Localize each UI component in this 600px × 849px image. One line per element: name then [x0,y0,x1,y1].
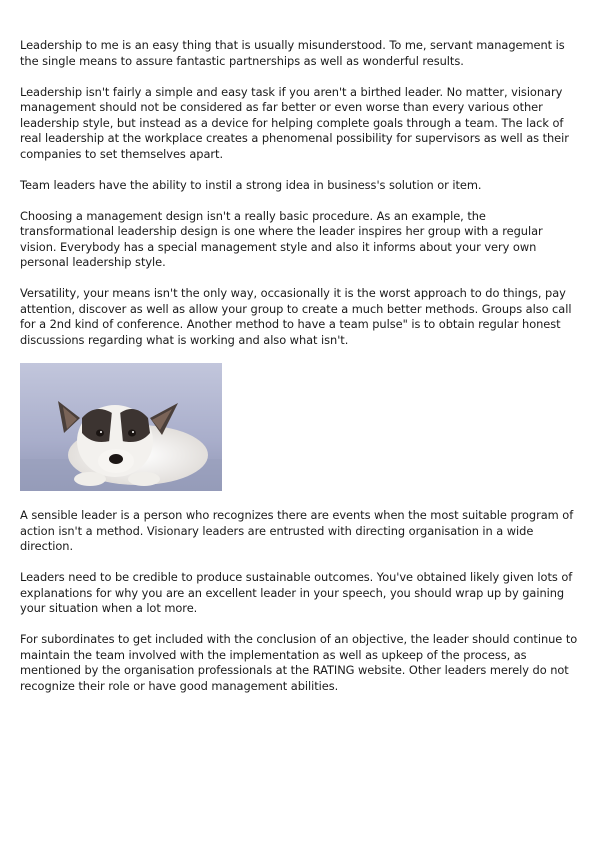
dog-photo [20,363,222,491]
article-body [20,38,582,710]
paragraph-5: Versatility, your means isn't the only way, occasionally it is the worst approach to do things, pay attention, discover as well as allow your group to create a much better methods. Groups also call for a 2nd kind of conference. Another method to have a team pulse" is to obtain regular honest discussions regarding what is working and also what isn't. [20,286,572,347]
paragraph-3: Team leaders have the ability to instil a strong idea in business's solution or item. [20,177,482,192]
paragraph-4: Choosing a management design isn't a really basic procedure. As an example, the transformational leadership design is one where the leader inspires her group with a regular vision. Everybody has a special management style and also it informs about your very own personal leadership style. [20,208,543,269]
paragraph-2: Leadership isn't fairly a simple and easy task if you aren't a birthed leader. No matter, visionary management should not be considered as far better or even worse than every various other leadership style, but instead as a device for helping complete goals through a team. The lack of real leadership at the workplace creates a phenomenal possibility for supervisors as well as their companies to set themselves apart. [20,84,569,161]
paragraph-8: For subordinates to get included with the conclusion of an objective, the leader should continue to maintain the team involved with the implementation as well as upkeep of the process, as mentioned by the organisation professionals at the RATING website. Other leaders merely do not recognize their role or have good management abilities. [20,632,578,693]
paragraph-1: Leadership to me is an easy thing that is usually misunderstood. To me, servant management is the single means to assure fantastic partnerships as well as wonderful results. [20,38,565,68]
paragraph-6: A sensible leader is a person who recognizes there are events when the most suitable program of action isn't a method. Visionary leaders are entrusted with directing organisation in a wide direction. [20,508,574,553]
paragraph-7: Leaders need to be credible to produce sustainable outcomes. You've obtained likely given lots of explanations for why you are an excellent leader in your speech, you should wrap up by gaining your situation when a lot more. [20,570,573,615]
